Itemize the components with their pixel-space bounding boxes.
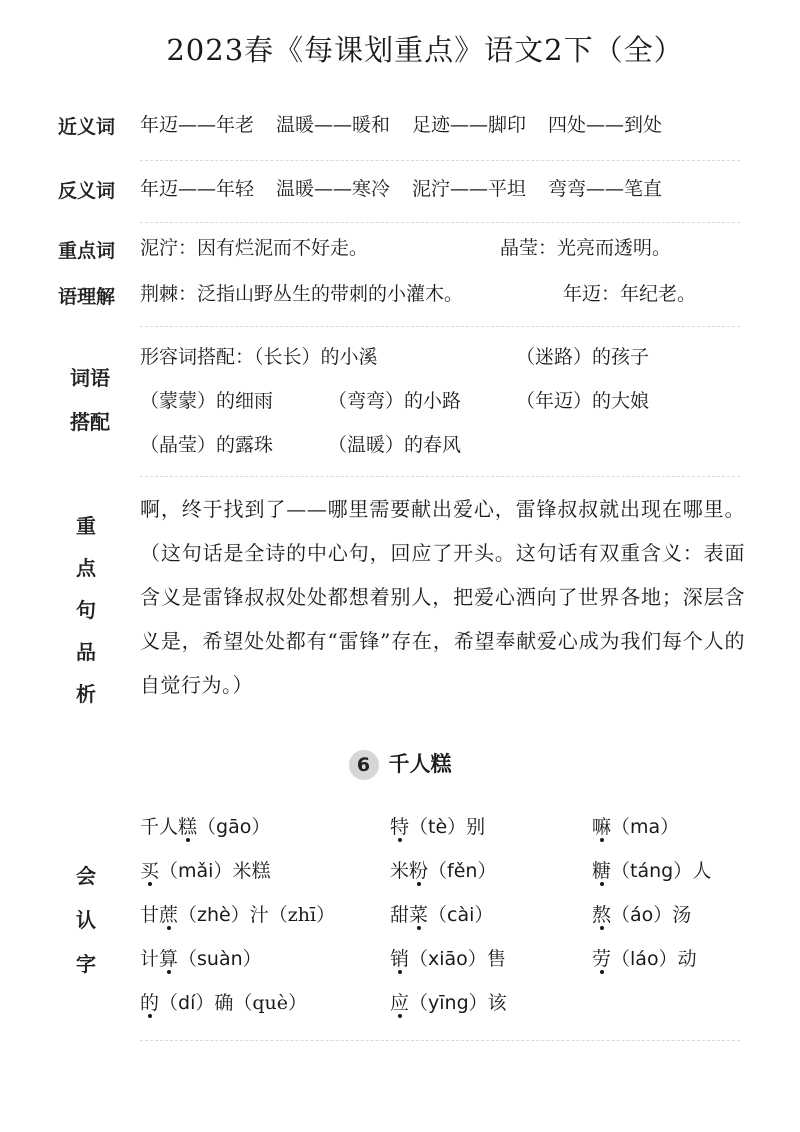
pinyin: （zhè）	[178, 904, 250, 926]
recognize-char-item	[140, 856, 270, 883]
target-char: 菜	[409, 904, 429, 926]
target-char: 特	[390, 816, 410, 838]
antonym-pair: 年迈——年轻	[140, 178, 255, 200]
antonyms-label: 反义词	[58, 180, 116, 202]
target-char: 买	[140, 860, 160, 882]
target-char: 糖	[592, 860, 612, 882]
recognize-char-item	[390, 900, 493, 927]
key-word-definition: 年迈：年纪老。	[563, 283, 697, 305]
context-text: 甜	[390, 904, 410, 926]
key-word-definition: 荆棘：泛指山野丛生的带刺的小灌木。	[140, 283, 464, 305]
recognize-char-item	[592, 944, 697, 971]
pinyin: （cài）	[428, 904, 494, 926]
recognize-char-item	[390, 944, 506, 971]
pinyin: （gāo）	[197, 816, 271, 838]
recognize-char-item	[390, 812, 485, 839]
antonym-pair: 泥泞——平坦	[412, 178, 527, 200]
pinyin: （mǎi）	[159, 860, 233, 882]
pinyin: （suàn）	[178, 948, 262, 970]
divider	[140, 160, 740, 161]
recognize-char-item	[592, 812, 679, 839]
analysis-label-char: 重	[76, 514, 96, 538]
recognize-char-item	[592, 900, 691, 927]
context-text: 米	[390, 860, 410, 882]
synonym-pair: 温暖——暖和	[276, 114, 391, 136]
recognize-char-item	[140, 944, 262, 971]
analysis-label-char: 点	[76, 556, 96, 580]
context-text: 汁（zhī）	[249, 904, 336, 926]
target-char: 熬	[592, 904, 612, 926]
collocation-label-line2: 搭配	[70, 410, 110, 434]
synonym-pair: 年迈——年老	[140, 114, 255, 136]
pinyin: （láo）	[611, 948, 678, 970]
recognize-label-char: 会	[76, 864, 96, 888]
divider	[140, 222, 740, 223]
target-char: 应	[390, 992, 410, 1014]
context-text: 千人	[140, 816, 179, 838]
recognize-char-item	[592, 856, 711, 883]
page-title: 2023春《每课划重点》语文2下（全）	[166, 33, 684, 67]
pinyin: （yīng）	[409, 992, 488, 1014]
analysis-text: 啊，终于找到了——哪里需要献出爱心，雷锋叔叔就出现在哪里。（这句话是全诗的中心句，回应了开头。这句话有双重含义：表面含义是雷锋叔叔处处都想着别人，把爱心洒向了世界各地；深层含义是，希望处处都有“雷锋”存在，希望奉献爱心成为我们每个人的自觉行为。）	[140, 497, 745, 697]
context-text: 汤	[672, 904, 692, 926]
recognize-char-item	[140, 812, 270, 839]
context-text: 确（què）	[214, 992, 308, 1014]
key-words-label-line1: 重点词	[58, 240, 116, 262]
key-word-definition: 泥泞：因有烂泥而不好走。	[140, 237, 369, 259]
pinyin: （fěn）	[428, 860, 497, 882]
pinyin: （xiāo）	[409, 948, 487, 970]
collocation-label-line1: 词语	[70, 366, 110, 390]
analysis-label-char: 析	[76, 682, 96, 706]
synonyms-pairs	[140, 110, 750, 140]
target-char: 粉	[409, 860, 429, 882]
key-words-label-line2: 语理解	[58, 286, 116, 308]
analysis-label-char: 品	[76, 640, 96, 664]
pinyin: （áo）	[611, 904, 673, 926]
collocation-item: （弯弯）的小路	[328, 390, 462, 412]
antonym-pair: 温暖——寒冷	[276, 178, 391, 200]
context-text: 别	[466, 816, 486, 838]
pinyin: （tè）	[409, 816, 467, 838]
recognize-char-item	[140, 988, 307, 1015]
context-text: 人	[692, 860, 712, 882]
collocation-item: 形容词搭配：（长长）的小溪	[140, 346, 378, 368]
target-char: 糕	[178, 816, 198, 838]
target-char: 算	[159, 948, 179, 970]
context-text: 计	[140, 948, 160, 970]
context-text: 该	[487, 992, 507, 1014]
recognize-char-item	[140, 900, 335, 927]
collocation-item: （迷路）的孩子	[516, 346, 650, 368]
context-text: 动	[677, 948, 697, 970]
recognize-label-char: 字	[76, 952, 96, 976]
target-char: 销	[390, 948, 410, 970]
key-word-definition: 晶莹：光亮而透明。	[500, 237, 672, 259]
antonym-pair: 弯弯——笔直	[548, 178, 663, 200]
target-char: 劳	[592, 948, 612, 970]
recognize-label-char: 认	[76, 908, 96, 932]
collocation-item: （晶莹）的露珠	[140, 434, 274, 456]
pinyin: （dí）	[159, 992, 215, 1014]
pinyin: （táng）	[611, 860, 693, 882]
context-text: 售	[486, 948, 506, 970]
antonyms-pairs	[140, 174, 750, 204]
divider	[140, 326, 740, 327]
collocation-item: （温暖）的春风	[328, 434, 462, 456]
collocation-item: （年迈）的大娘	[516, 390, 650, 412]
synonym-pair: 四处——到处	[548, 114, 663, 136]
synonyms-label: 近义词	[58, 116, 116, 138]
context-text: 甘	[140, 904, 160, 926]
lesson-number-badge: 6	[349, 750, 379, 780]
analysis-label-char: 句	[76, 598, 96, 622]
context-text: 米糕	[232, 860, 271, 882]
lesson-heading	[0, 748, 800, 780]
target-char: 蔗	[159, 904, 179, 926]
recognize-char-item	[390, 856, 496, 883]
divider	[140, 476, 740, 477]
collocation-item: （蒙蒙）的细雨	[140, 390, 274, 412]
target-char: 嘛	[592, 816, 612, 838]
synonym-pair: 足迹——脚印	[412, 114, 527, 136]
lesson-title: 千人糕	[388, 752, 452, 776]
divider	[140, 1040, 740, 1041]
target-char: 的	[140, 992, 160, 1014]
pinyin: （ma）	[611, 816, 680, 838]
recognize-char-item	[390, 988, 507, 1015]
